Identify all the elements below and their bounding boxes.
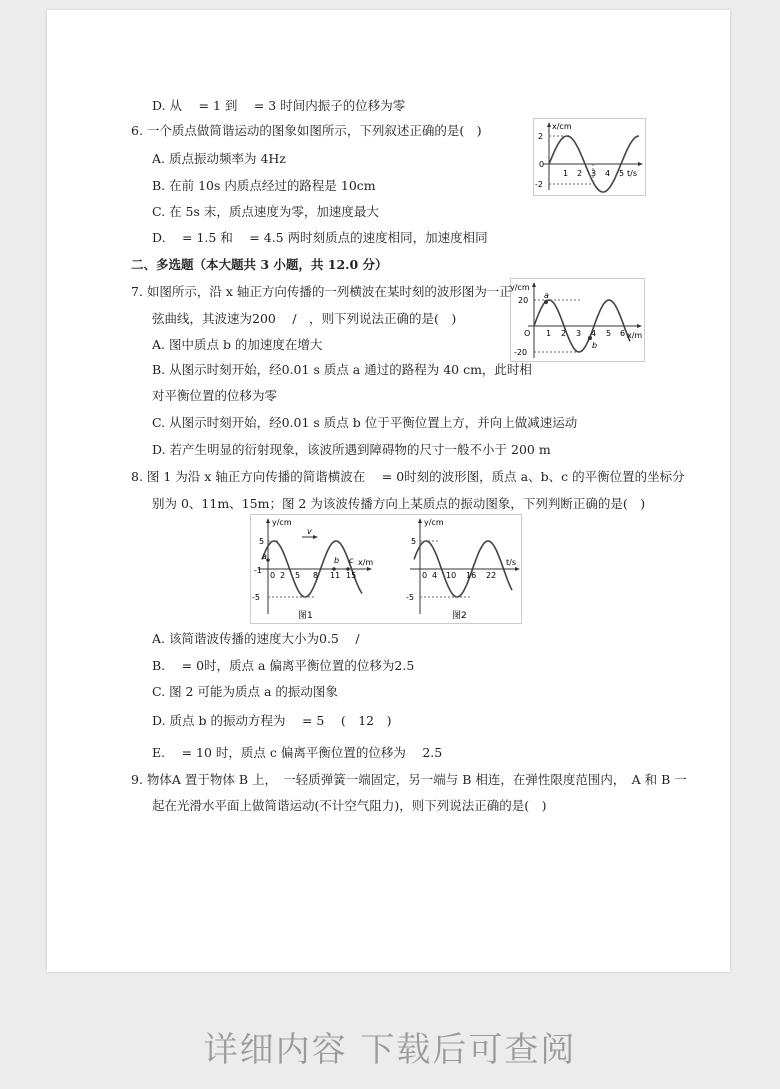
download-footer-banner: 详细内容 下载后可查阅 xyxy=(203,1030,577,1070)
q8-fig1-caption: 图1 xyxy=(298,611,313,621)
q6-option-c: C. 在 5s 末，质点速度为零，加速度最大 xyxy=(152,204,379,219)
q7-point-a-label: a xyxy=(544,291,549,300)
q8-fig1-xlabel: x/m xyxy=(358,558,374,567)
q8-fig2-ylabel: y/cm xyxy=(424,518,444,527)
q7-ylabel: y/cm xyxy=(510,283,530,292)
q5-option-d: D. 从 = 1 到 = 3 时间内振子的位移为零 xyxy=(152,98,406,113)
q7-option-b-line2: 对平衡位置的位移为零 xyxy=(152,388,278,403)
q8-fig1-xtick: 11 xyxy=(330,571,341,580)
q8-fig1-ytick-mid: -1 xyxy=(254,566,262,575)
q8-option-a: A. 该简谐波传播的速度大小为0.5 / xyxy=(152,631,360,646)
q6-figure xyxy=(533,118,646,196)
q8-fig2-ytick-bottom: -5 xyxy=(406,593,414,602)
q8-fig2-xtick: 0 xyxy=(422,571,428,580)
q8-fig1-xtick: 5 xyxy=(295,571,301,580)
q8-fig1-ytick-top: 5 xyxy=(259,537,265,546)
q8-option-e: E. = 10 时，质点 c 偏离平衡位置的位移为 2.5 xyxy=(152,745,443,760)
q8-point-c-label: c xyxy=(349,556,354,565)
q7-ytick-top: 20 xyxy=(518,296,529,305)
q8-fig1-xtick: 2 xyxy=(280,571,286,580)
q6-ytick-zero: 0 xyxy=(539,160,545,169)
q7-xtick: 4 xyxy=(591,329,597,338)
q6-ylabel: x/cm xyxy=(552,122,572,131)
q6-xtick: 3 xyxy=(591,169,597,178)
q7-point-b-label: b xyxy=(592,341,598,350)
q6-ytick-top: 2 xyxy=(538,132,544,141)
q8-option-b: B. = 0时，质点 a 偏离平衡位置的位移为2.5 xyxy=(152,658,415,673)
q8-stem-line2: 别为 0、11m、15m；图 2 为该波传播方向上某质点的振动图象，下列判断正确的是( ) xyxy=(152,496,646,511)
q7-xtick: 1 xyxy=(546,329,552,338)
q6-xtick: 5 xyxy=(619,169,625,178)
q7-origin: O xyxy=(524,329,531,338)
q8-fig2-ytick-top: 5 xyxy=(411,537,417,546)
q7-xtick: 3 xyxy=(576,329,582,338)
q8-fig1-ylabel: y/cm xyxy=(272,518,292,527)
q8-velocity-label: v xyxy=(307,527,312,536)
q8-stem-line1: 8. 图 1 为沿 x 轴正方向传播的简谐横波在 = 0时刻的波形图，质点 a、b、c 的平衡位置的坐标分 xyxy=(131,469,685,484)
q6-xtick: 2 xyxy=(577,169,583,178)
q8-fig2-xtick: 10 xyxy=(446,571,457,580)
q6-xtick: 4 xyxy=(605,169,611,178)
q8-fig1-xtick: 0 xyxy=(270,571,276,580)
q8-fig1-xtick: 8 xyxy=(313,571,319,580)
q7-xtick: 2 xyxy=(561,329,567,338)
q8-figures xyxy=(250,514,522,624)
q8-fig2-xlabel: t/s xyxy=(506,558,516,567)
q8-fig1-xtick: 15 xyxy=(346,571,357,580)
q8-option-d: D. 质点 b 的振动方程为 = 5 ( 12 ) xyxy=(152,713,392,728)
q7-option-b-line1: B. 从图示时刻开始，经0.01 s 质点 a 通过的路程为 40 cm，此时相 xyxy=(152,362,532,377)
q7-xtick: 6 xyxy=(620,329,626,338)
q8-fig2-xtick: 22 xyxy=(486,571,497,580)
q8-fig2-xtick: 4 xyxy=(432,571,438,580)
q6-xlabel: t/s xyxy=(627,169,637,178)
q7-xlabel: x/m xyxy=(627,331,643,340)
q8-fig2-xtick: 16 xyxy=(466,571,477,580)
q7-xtick: 5 xyxy=(606,329,612,338)
q7-stem-line1: 7. 如图所示，沿 x 轴正方向传播的一列横波在某时刻的波形图为一正 xyxy=(131,284,512,299)
q6-xtick: 1 xyxy=(563,169,569,178)
q8-option-c: C. 图 2 可能为质点 a 的振动图象 xyxy=(152,684,338,699)
q7-option-c: C. 从图示时刻开始，经0.01 s 质点 b 位于平衡位置上方，并向上做减速运动 xyxy=(152,415,578,430)
q8-fig2-caption: 图2 xyxy=(452,611,467,621)
q6-option-a: A. 质点振动频率为 4Hz xyxy=(152,151,286,166)
q7-stem-line2: 弦曲线，其波速为200 / ，则下列说法正确的是( ) xyxy=(152,311,457,326)
q7-option-a: A. 图中质点 b 的加速度在增大 xyxy=(152,337,323,352)
q8-point-b-label: b xyxy=(334,556,340,565)
q6-stem: 6. 一个质点做简谐运动的图象如图所示，下列叙述正确的是( ) xyxy=(131,123,482,138)
section-multiple-choice-heading: 二、多选题（本大题共 3 小题，共 12.0 分） xyxy=(131,257,388,272)
q8-point-a-label: a xyxy=(262,552,267,561)
q6-option-d: D. = 1.5 和 = 4.5 两时刻质点的速度相同，加速度相同 xyxy=(152,230,488,245)
q9-stem-line2: 起在光滑水平面上做简谐运动(不计空气阻力)，则下列说法正确的是( ) xyxy=(152,798,547,813)
q7-figure xyxy=(510,278,645,362)
q7-ytick-bottom: -20 xyxy=(514,348,528,357)
q6-option-b: B. 在前 10s 内质点经过的路程是 10cm xyxy=(152,178,376,193)
q6-ytick-bottom: -2 xyxy=(535,180,543,189)
q7-option-d: D. 若产生明显的衍射现象，该波所遇到障碍物的尺寸一般不小于 200 m xyxy=(152,442,551,457)
q8-fig1-ytick-bottom: -5 xyxy=(252,593,260,602)
q9-stem-line1: 9. 物体A 置于物体 B 上， 一轻质弹簧一端固定，另一端与 B 相连，在弹性限度范围内， A 和 B 一 xyxy=(131,772,687,787)
